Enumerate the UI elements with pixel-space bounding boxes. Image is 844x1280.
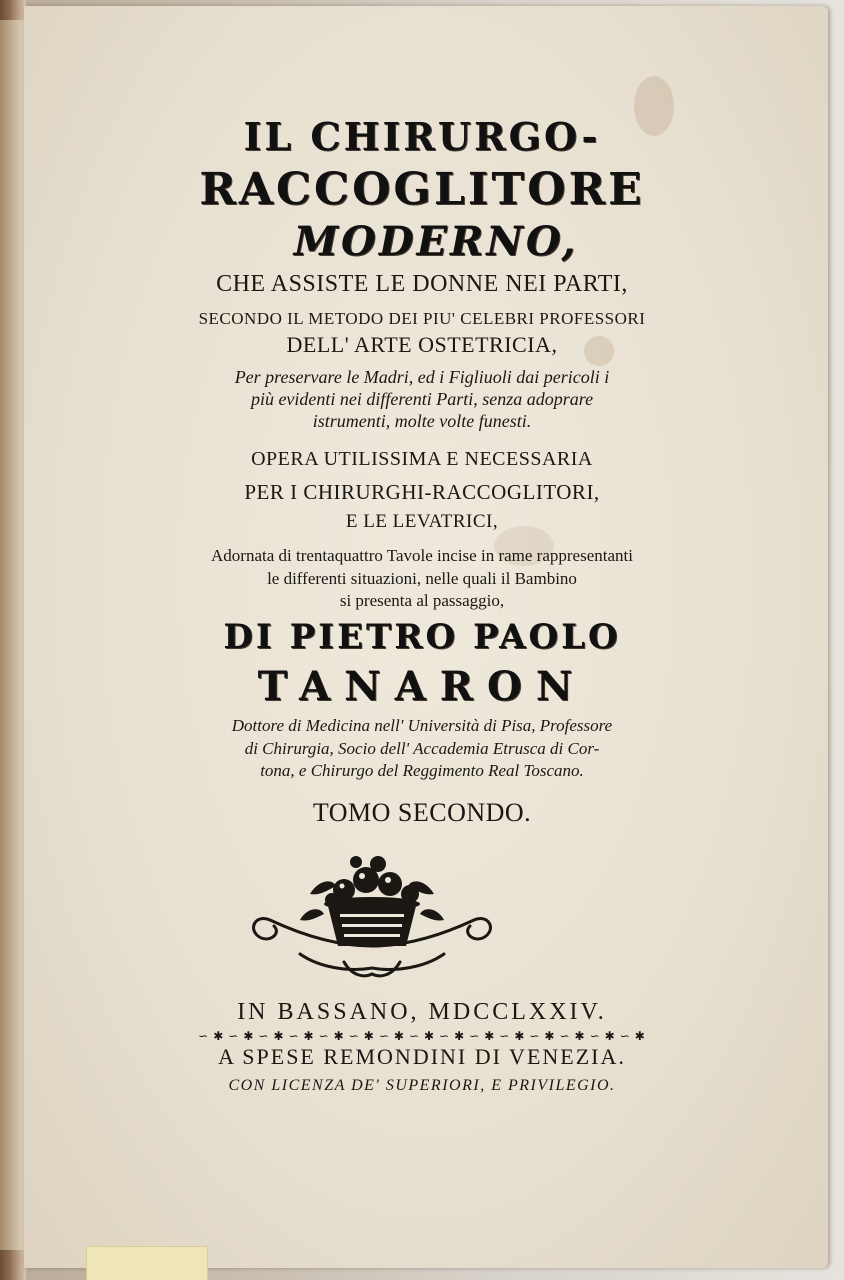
plates-line-3: si presenta al passaggio, bbox=[339, 591, 505, 610]
author-line-2: TANARON bbox=[257, 663, 587, 710]
subtitle-line-3: DELL' ARTE OSTETRICIA, bbox=[286, 332, 558, 357]
title-line-2: RACCOGLITORE bbox=[199, 164, 645, 215]
opera-line-2: PER I CHIRURGHI-RACCOGLITORI, bbox=[244, 480, 600, 504]
credentials-line-3: tona, e Chirurgo del Reggimento Real Toscano. bbox=[260, 761, 584, 780]
imprint-divider: ∽ ✱ ∽ ✱ ∽ ✱ ∽ ✱ ∽ ✱ ∽ ✱ ∽ ✱ ∽ ✱ ∽ ✱ ∽ ✱ ∽ ✱ ∽ ✱ ∽ ✱ ∽ ✱ ∽ ✱ bbox=[198, 1029, 646, 1043]
opera-line-3: E LE LEVATRICI, bbox=[345, 511, 499, 532]
subtitle-line-1: CHE ASSISTE LE DONNE NEI PARTI, bbox=[216, 271, 628, 297]
volume-label: TOMO SECONDO. bbox=[312, 798, 532, 827]
opera-line-1: OPERA UTILISSIMA E NECESSARIA bbox=[251, 448, 593, 470]
purpose-line-2: più evidenti nei differenti Parti, senza adoprare bbox=[250, 389, 594, 409]
plates-line-2: le differenti situazioni, nelle quali il Bambino bbox=[267, 569, 577, 588]
bookmark-tab bbox=[86, 1246, 208, 1280]
ornament-graphic bbox=[240, 850, 504, 982]
purpose-line-3: istrumenti, molte volte funesti. bbox=[312, 411, 532, 431]
purpose-line-1: Per preservare le Madri, ed i Figliuoli dai pericoli i bbox=[234, 367, 610, 387]
plates-line-1: Adornata di trentaquattro Tavole incise in rame rappresentanti bbox=[211, 546, 633, 565]
title-line-3: MODERNO, bbox=[293, 218, 579, 265]
subtitle-line-2: SECONDO IL METODO DEI PIU' CELEBRI PROFESSORI bbox=[198, 309, 646, 328]
credentials-line-2: di Chirurgia, Socio dell' Accademia Etrusca di Cor- bbox=[244, 739, 600, 758]
credentials-line-1: Dottore di Medicina nell' Università di Pisa, Professore bbox=[231, 716, 613, 735]
title-line-1: IL CHIRURGO- bbox=[243, 114, 601, 159]
imprint-license: CON LICENZA DE' SUPERIORI, E PRIVILEGIO. bbox=[228, 1077, 616, 1094]
author-line-1: DI PIETRO PAOLO bbox=[223, 617, 621, 657]
fruit-basket-ornament bbox=[240, 850, 504, 982]
imprint-place-date: IN BASSANO, MDCCLXXIV. bbox=[237, 999, 607, 1025]
imprint-publisher: A SPESE REMONDINI DI VENEZIA. bbox=[218, 1044, 626, 1069]
